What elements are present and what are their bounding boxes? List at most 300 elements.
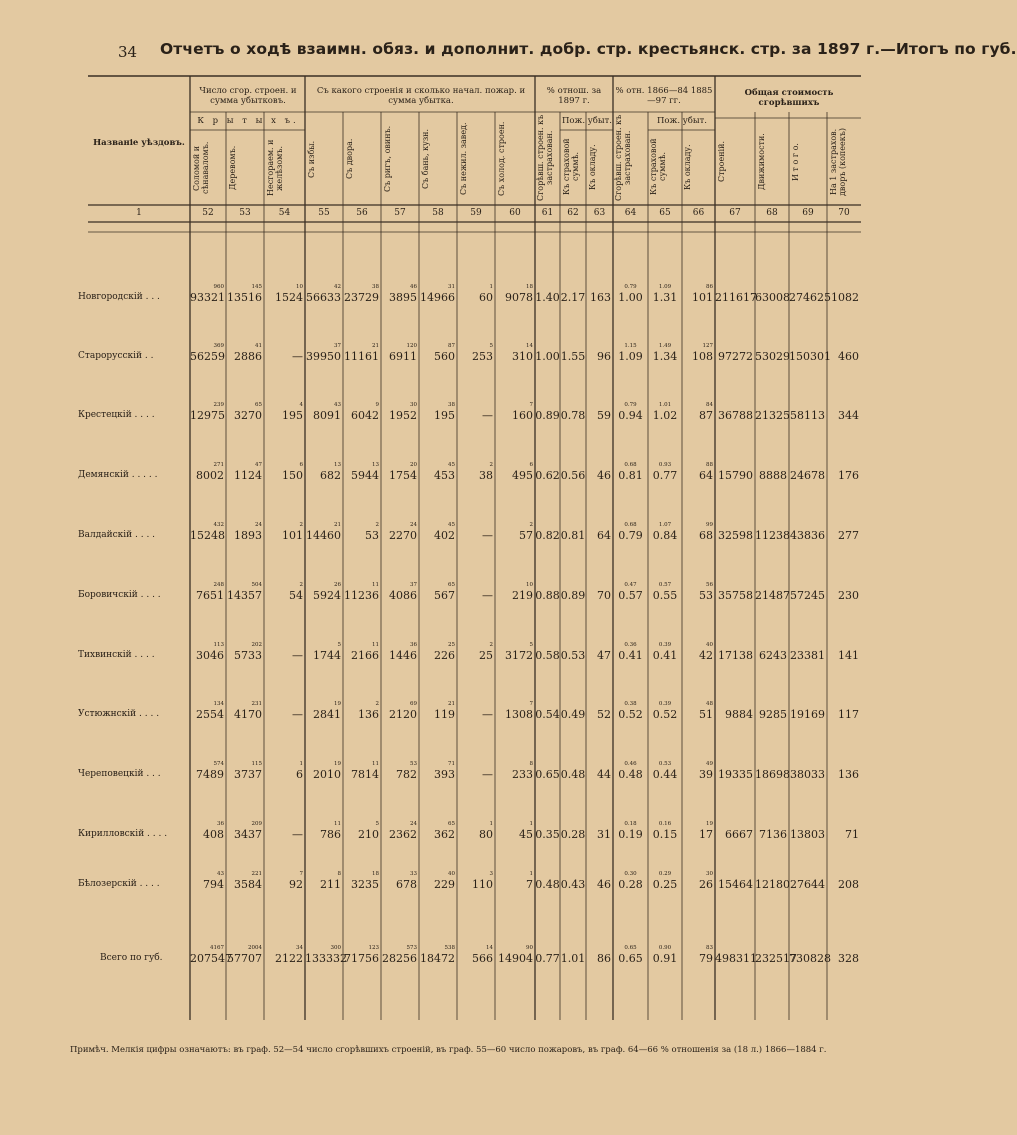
table-cell-small: 99 [706, 522, 713, 528]
table-cell: 794 [203, 878, 224, 891]
table-cell: 6 [296, 768, 303, 781]
table-cell-small: 33 [410, 871, 417, 877]
table-cell-small: 300 [330, 945, 341, 951]
table-cell: 7489 [196, 768, 224, 781]
table-cell-small: 209 [251, 821, 262, 827]
table-cell: 0.81 [560, 529, 586, 542]
table-cell: 0.48 [535, 878, 560, 891]
table-cell: 136 [838, 768, 859, 781]
footnote: Примѣч. Мелкія цифры означаютъ: въ граф. 52—54 число сгорѣвшихъ строеній, въ граф. 55—60 число пожаровъ, въ граф. 64—66 % отношенія за (18 л.) 1866—1884 г. [70, 1045, 827, 1055]
table-cell-small: 13 [372, 462, 379, 468]
table-cell: 8888 [759, 469, 787, 482]
table-cell: 0.15 [652, 828, 678, 841]
table-cell-small: 11 [372, 642, 379, 648]
table-cell-small: 0.18 [624, 821, 637, 827]
table-cell: 1.01 [560, 952, 586, 965]
table-cell: 60 [479, 291, 493, 304]
table-cell-small: 574 [213, 761, 224, 767]
table-cell: 8002 [196, 469, 224, 482]
table-cell: 408 [203, 828, 224, 841]
table-cell: 68 [699, 529, 713, 542]
table-cell: 253 [472, 350, 493, 363]
table-cell: 38 [479, 469, 493, 482]
table-cell-small: 11 [372, 582, 379, 588]
table-cell: 6042 [351, 409, 379, 422]
column-number: 1 [136, 208, 142, 218]
table-cell: 1.02 [652, 409, 678, 422]
column-number: 61 [541, 208, 554, 218]
header-c63: Къ окладу. [588, 144, 597, 190]
table-cell: 11161 [344, 350, 379, 363]
page-title: Отчетъ о ходѣ взаимн. обяз. и дополнит. добр. стр. крестьянск. стр. за 1897 г.—Итогъ по губ. [160, 40, 1017, 58]
table-cell-small: 115 [251, 761, 262, 767]
table-cell: — [482, 708, 493, 721]
table-cell-small: 248 [213, 582, 224, 588]
table-cell-small: 30 [410, 402, 417, 408]
table-cell-small: 1.07 [658, 522, 672, 528]
table-cell: — [482, 409, 493, 422]
table-cell: 393 [434, 768, 455, 781]
table-cell-small: 1.49 [658, 343, 672, 349]
table-cell-small: 69 [410, 701, 417, 707]
table-cell: 2362 [389, 828, 417, 841]
table-cell-small: 5 [375, 821, 379, 827]
table-cell: 18472 [420, 952, 455, 965]
header-c54: Несгораем. и желѣзомъ. [266, 139, 284, 197]
table-cell: 23729 [344, 291, 379, 304]
table-cell: 17 [699, 828, 713, 841]
table-cell: 163 [590, 291, 611, 304]
table-cell: 219 [512, 589, 533, 602]
table-cell-small: 120 [406, 343, 417, 349]
table-cell: 0.35 [535, 828, 560, 841]
table-cell: 7136 [759, 828, 787, 841]
table-cell: 46 [597, 878, 611, 891]
table-cell: 1.09 [618, 350, 643, 363]
table-cell: 35758 [718, 589, 753, 602]
table-cell: 96 [597, 350, 611, 363]
table-cell-small: 46 [410, 284, 417, 290]
table-cell-small: 0.79 [624, 284, 637, 290]
table-cell-small: 369 [213, 343, 224, 349]
table-cell-small: 30 [706, 871, 713, 877]
table-cell: 1952 [389, 409, 417, 422]
table-cell-small: 231 [251, 701, 262, 707]
table-cell: — [292, 708, 303, 721]
column-number: 56 [356, 208, 368, 218]
table-cell-small: 41 [255, 343, 262, 349]
table-cell: 38033 [790, 768, 825, 781]
table-cell: 0.48 [560, 768, 586, 781]
table-cell: 0.55 [652, 589, 678, 602]
column-number: 60 [509, 208, 521, 218]
uezd-name: Боровичскій . . . . [78, 590, 161, 600]
table-cell: 3584 [234, 878, 262, 891]
table-cell: 5944 [351, 469, 379, 482]
header-c61: Сгорѣвш. строен. къ застрахован. [536, 114, 554, 202]
table-cell-small: 40 [448, 871, 455, 877]
table-cell: 560 [434, 350, 455, 363]
header-c62: Къ страховой суммѣ. [562, 138, 580, 196]
table-cell: 3895 [389, 291, 417, 304]
table-cell: 6911 [389, 350, 417, 363]
table-cell: 0.54 [535, 708, 560, 721]
table-cell: 0.43 [560, 878, 586, 891]
table-cell-small: 1.09 [658, 284, 672, 290]
table-cell: 1524 [275, 291, 303, 304]
table-cell: 1.40 [535, 291, 560, 304]
table-cell-small: 1.01 [658, 402, 672, 408]
table-cell-small: 271 [213, 462, 224, 468]
table-cell-small: 221 [251, 871, 262, 877]
table-cell-small: 18 [526, 284, 533, 290]
table-cell-small: 0.39 [658, 642, 672, 648]
table-cell: — [482, 529, 493, 542]
header-c69: И т о г о. [791, 143, 800, 181]
table-cell: 567 [434, 589, 455, 602]
table-cell: 56633 [306, 291, 341, 304]
table-cell: 682 [320, 469, 341, 482]
table-cell: 64 [597, 529, 611, 542]
table-cell-small: 3 [489, 871, 493, 877]
table-cell: 87 [699, 409, 713, 422]
header-c57: Съ ригъ, овинъ. [383, 125, 392, 193]
table-cell: 9285 [759, 708, 787, 721]
table-cell-small: 5 [337, 642, 341, 648]
table-cell: 97272 [718, 350, 753, 363]
header-c56: Съ двора. [345, 138, 354, 180]
group-header-pct-1897: % отнош. за 1897 г. [546, 86, 602, 106]
uezd-name: Кирилловскій . . . . [78, 829, 168, 839]
table-cell: 2.17 [560, 291, 586, 304]
table-cell-small: 573 [406, 945, 417, 951]
header-c67: Строеній. [717, 141, 726, 183]
table-cell: 1.34 [652, 350, 678, 363]
table-cell: 1893 [234, 529, 262, 542]
table-cell: 2841 [313, 708, 341, 721]
table-cell: 53 [699, 589, 713, 602]
table-cell: 208 [838, 878, 859, 891]
table-cell: 460 [838, 350, 859, 363]
table-cell: 11238 [755, 529, 790, 542]
table-cell: 0.25 [652, 878, 678, 891]
table-cell-small: 11 [372, 761, 379, 767]
table-cell: 0.28 [560, 828, 586, 841]
uezd-name: Череповецкій . . . [78, 769, 161, 779]
table-cell: 19335 [718, 768, 753, 781]
table-cell-small: 53 [410, 761, 417, 767]
table-cell: 310 [512, 350, 533, 363]
table-cell: 176 [838, 469, 859, 482]
table-cell-small: 47 [255, 462, 262, 468]
table-cell: 160 [512, 409, 533, 422]
table-cell: 45 [519, 828, 533, 841]
table-cell-small: 13 [334, 462, 341, 468]
table-cell: 57245 [790, 589, 825, 602]
table-cell: 3437 [234, 828, 262, 841]
table-cell-small: 14 [486, 945, 493, 951]
table-cell: 19169 [790, 708, 825, 721]
table-cell-small: 71 [448, 761, 455, 767]
header-c58: Съ бань, кузн. [421, 128, 430, 190]
table-cell: 150301 [789, 350, 831, 363]
table-cell: 1.00 [618, 291, 643, 304]
table-cell: 133332 [305, 952, 347, 965]
table-cell-small: 38 [372, 284, 379, 290]
table-cell: 47 [597, 649, 611, 662]
table-cell-small: 36 [217, 821, 224, 827]
table-cell-small: 1 [489, 821, 493, 827]
uezd-name: Старорусскій . . [78, 351, 154, 361]
table-cell: 495 [512, 469, 533, 482]
header-c66: Къ окладу. [683, 144, 692, 190]
table-cell: 8091 [313, 409, 341, 422]
table-cell: 63008 [755, 291, 790, 304]
table-cell: 80 [479, 828, 493, 841]
table-cell: 36788 [718, 409, 753, 422]
table-cell: 14904 [498, 952, 533, 965]
table-cell: 211617 [715, 291, 757, 304]
table-cell: 7 [526, 878, 533, 891]
table-cell: 15248 [190, 529, 225, 542]
table-cell-small: 4167 [210, 945, 224, 951]
table-cell: 64 [699, 469, 713, 482]
table-cell-small: 1 [529, 821, 533, 827]
table-cell-small: 20 [410, 462, 417, 468]
table-cell: 3235 [351, 878, 379, 891]
table-cell: 0.19 [618, 828, 643, 841]
table-cell: 101 [692, 291, 713, 304]
table-cell: 0.58 [535, 649, 560, 662]
table-cell-small: 19 [334, 701, 341, 707]
table-cell: 0.62 [535, 469, 560, 482]
table-cell: 782 [396, 768, 417, 781]
table-cell-small: 14 [526, 343, 533, 349]
table-cell-small: 2 [489, 642, 493, 648]
table-cell: 0.89 [560, 589, 586, 602]
table-cell: 108 [692, 350, 713, 363]
table-cell-small: 86 [706, 284, 713, 290]
table-cell-small: 84 [706, 402, 713, 408]
uezd-name: Всего по губ. [100, 953, 163, 963]
header-c55: Съ избы. [307, 140, 316, 178]
column-number: 57 [394, 208, 406, 218]
table-cell: 1.55 [560, 350, 586, 363]
group3-subheader: Пож. убыт. [561, 116, 613, 126]
table-cell-small: 0.38 [624, 701, 637, 707]
table-cell: 1308 [505, 708, 533, 721]
table-cell-small: 2 [299, 522, 303, 528]
table-cell: 56259 [190, 350, 225, 363]
table-cell: 110 [472, 878, 493, 891]
table-cell-small: 0.68 [624, 462, 637, 468]
table-cell-small: 2 [375, 701, 379, 707]
table-cell-small: 0.30 [624, 871, 637, 877]
table-cell: 2270 [389, 529, 417, 542]
table-cell-small: 0.29 [658, 871, 672, 877]
table-cell-small: 26 [334, 582, 341, 588]
table-cell: 498311 [715, 952, 757, 965]
table-cell: 15464 [718, 878, 753, 891]
table-cell: 71756 [344, 952, 379, 965]
table-cell: 786 [320, 828, 341, 841]
header-c59: Съ нежил. завед. [459, 122, 468, 196]
table-cell-small: 0.68 [624, 522, 637, 528]
table-cell: 0.77 [535, 952, 560, 965]
table-cell-small: 0.36 [624, 642, 637, 648]
table-cell: 232517 [755, 952, 797, 965]
table-cell-small: 24 [410, 522, 417, 528]
table-cell: 24678 [790, 469, 825, 482]
table-cell: 46 [597, 469, 611, 482]
table-cell: 2554 [196, 708, 224, 721]
table-cell: 230 [838, 589, 859, 602]
table-cell: 3046 [196, 649, 224, 662]
table-cell: 566 [472, 952, 493, 965]
table-cell: 1082 [831, 291, 859, 304]
table-cell: 117 [838, 708, 859, 721]
table-cell: 0.65 [618, 952, 643, 965]
table-cell-small: 6 [299, 462, 303, 468]
table-cell-small: 7 [529, 701, 533, 707]
table-cell-small: 38 [448, 402, 455, 408]
table-cell-small: 19 [706, 821, 713, 827]
table-cell-small: 24 [255, 522, 262, 528]
table-cell-small: 0.79 [624, 402, 637, 408]
table-cell: 195 [434, 409, 455, 422]
table-cell-small: 1 [529, 871, 533, 877]
table-cell: 453 [434, 469, 455, 482]
table-cell: 0.52 [652, 708, 678, 721]
table-cell: 31 [597, 828, 611, 841]
table-cell-small: 10 [526, 582, 533, 588]
table-cell: 1124 [234, 469, 262, 482]
table-cell: 211 [320, 878, 341, 891]
table-cell: 57 [519, 529, 533, 542]
table-cell: 17138 [718, 649, 753, 662]
table-cell-small: 2 [299, 582, 303, 588]
table-cell: 7814 [351, 768, 379, 781]
table-cell: 233 [512, 768, 533, 781]
table-cell: 43836 [790, 529, 825, 542]
table-cell: 21487 [755, 589, 790, 602]
table-cell: 0.44 [652, 768, 678, 781]
group-header-total-value: Общая стоимость сгорѣвшихъ [744, 88, 834, 108]
uezd-column-header: Названіе уѣздовъ. [93, 138, 185, 148]
table-cell-small: 88 [706, 462, 713, 468]
table-cell: 86 [597, 952, 611, 965]
table-cell: 58113 [790, 409, 825, 422]
column-number: 55 [318, 208, 330, 218]
table-cell-small: 1 [489, 284, 493, 290]
table-cell-small: 2 [529, 522, 533, 528]
table-cell-small: 25 [448, 642, 455, 648]
table-cell: 44 [597, 768, 611, 781]
table-cell: 92 [289, 878, 303, 891]
table-cell: 52 [597, 708, 611, 721]
table-cell: 0.88 [535, 589, 560, 602]
table-cell: 0.79 [618, 529, 643, 542]
column-number: 52 [202, 208, 214, 218]
table-cell: — [292, 828, 303, 841]
table-cell: 207547 [190, 952, 232, 965]
table-cell-small: 8 [529, 761, 533, 767]
table-cell-small: 21 [334, 522, 341, 528]
table-cell-small: 36 [410, 642, 417, 648]
table-cell: 2166 [351, 649, 379, 662]
table-cell-small: 7 [299, 871, 303, 877]
uezd-name: Бѣлозерскій . . . . [78, 879, 160, 889]
table-cell: 1754 [389, 469, 417, 482]
table-cell-small: 0.39 [658, 701, 672, 707]
table-cell-small: 10 [296, 284, 303, 290]
uezd-name: Демянскій . . . . . [78, 470, 158, 480]
column-number: 69 [802, 208, 814, 218]
table-cell-small: 127 [702, 343, 713, 349]
header-c53: Деревомъ. [228, 145, 237, 191]
uezd-name: Крестецкій . . . . [78, 410, 155, 420]
header-c64: Сгорѣвш. строен. къ застрахован. [614, 114, 632, 202]
table-cell: 4170 [234, 708, 262, 721]
group-header-burned: Число сгор. строен. и сумма убытковъ. [199, 86, 297, 106]
group-header-origin: Съ какого строенія и сколько начал. пожар. и сумма убытка. [316, 86, 526, 106]
table-cell: 362 [434, 828, 455, 841]
table-cell: 3172 [505, 649, 533, 662]
table-cell-small: 40 [706, 642, 713, 648]
table-cell: 7651 [196, 589, 224, 602]
table-cell-small: 18 [372, 871, 379, 877]
uezd-name: Новгородскій . . . [78, 292, 160, 302]
table-cell: 141 [838, 649, 859, 662]
table-cell: 1.31 [652, 291, 678, 304]
table-cell: 1744 [313, 649, 341, 662]
uezd-name: Тихвинскій . . . . [78, 650, 155, 660]
table-cell-small: 113 [213, 642, 224, 648]
table-cell: 3270 [234, 409, 262, 422]
table-cell-small: 504 [251, 582, 262, 588]
table-cell: 27644 [790, 878, 825, 891]
table-cell: 9078 [505, 291, 533, 304]
table-cell: 1446 [389, 649, 417, 662]
column-number: 68 [766, 208, 778, 218]
table-cell: 0.81 [618, 469, 643, 482]
table-cell-small: 7 [529, 402, 533, 408]
table-cell-small: 5 [489, 343, 493, 349]
table-cell: 59 [597, 409, 611, 422]
table-cell-small: 2004 [248, 945, 262, 951]
table-cell: 0.48 [618, 768, 643, 781]
table-cell: 39 [699, 768, 713, 781]
table-cell: 13516 [227, 291, 262, 304]
table-cell: 150 [282, 469, 303, 482]
page-number: 34 [118, 43, 138, 61]
table-cell-small: 65 [448, 582, 455, 588]
header-c70: На 1 застрахов. дворъ (копеекъ) [829, 128, 847, 196]
table-cell-small: 87 [448, 343, 455, 349]
table-cell: 2886 [234, 350, 262, 363]
table-cell: 12975 [190, 409, 225, 422]
table-cell-small: 145 [251, 284, 262, 290]
table-cell: 0.78 [560, 409, 586, 422]
uezd-name: Устюжнскій . . . . [78, 709, 160, 719]
table-cell: 402 [434, 529, 455, 542]
table-cell: 0.52 [618, 708, 643, 721]
table-cell: 0.82 [535, 529, 560, 542]
table-cell: 0.65 [535, 768, 560, 781]
column-number: 64 [624, 208, 637, 218]
table-cell: 229 [434, 878, 455, 891]
table-cell: 79 [699, 952, 713, 965]
